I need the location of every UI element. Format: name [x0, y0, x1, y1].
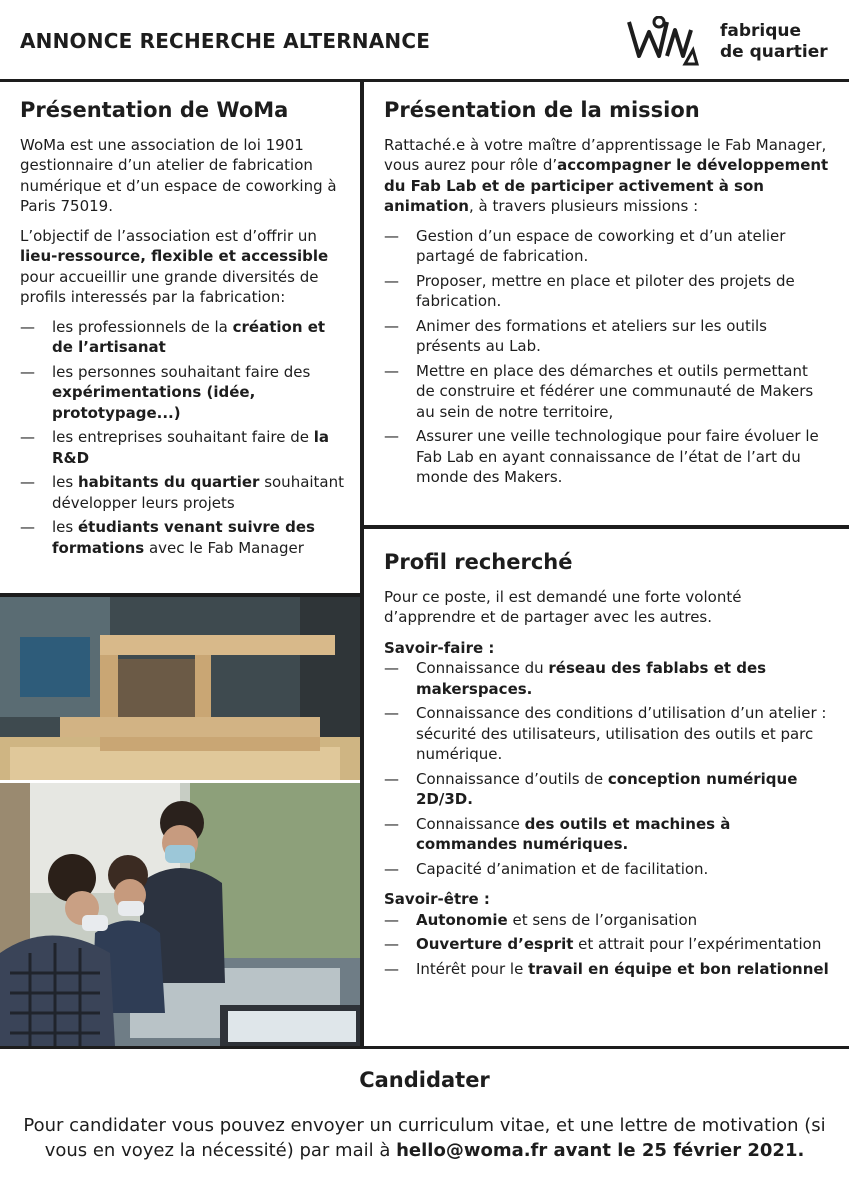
mission-title: Présentation de la mission	[384, 98, 700, 122]
team-photo	[0, 783, 360, 1046]
list-item: — Capacité d’animation et de facilitation.	[384, 859, 829, 880]
mission-section	[384, 100, 829, 492]
woma-logo	[627, 16, 699, 66]
savoir-etre-title: Savoir-être :	[384, 890, 490, 908]
profile-title: Profil recherché	[384, 550, 573, 574]
savoir-faire-list	[384, 658, 829, 879]
mission-list	[384, 226, 829, 488]
list-item: — Assurer une veille technologique pour faire évoluer le Fab Lab en ayant connaissance de l’état de l’art du monde des Makers.	[384, 426, 829, 488]
presentation-section	[20, 100, 350, 562]
apply-text: Pour candidater vous pouvez envoyer un curriculum vitae, et une lettre de motivation (si vous en voyez la nécessité) par mail à hello@woma.fr avant le 25 février 2021.	[23, 1115, 826, 1161]
profile-section	[384, 552, 829, 983]
list-item: — Proposer, mettre en place et piloter des projets de fabrication.	[384, 271, 829, 312]
column-divider	[360, 80, 364, 1048]
list-item: — Connaissance des outils et machines à commandes numériques.	[384, 814, 829, 855]
list-item: — les habitants du quartier souhaitant développer leurs projets	[20, 472, 350, 513]
list-item: — Mettre en place des démarches et outils permettant de construire et fédérer une communauté de Makers au sein de notre territoire,	[384, 361, 829, 423]
bottom-divider	[0, 1046, 849, 1049]
list-item: — Autonomie et sens de l’organisation	[384, 910, 829, 931]
list-item: — Animer des formations et ateliers sur les outils présents au Lab.	[384, 316, 829, 357]
header	[0, 0, 849, 80]
list-item: — les étudiants venant suivre des formations avec le Fab Manager	[20, 517, 350, 558]
presentation-title: Présentation de WoMa	[20, 98, 289, 122]
email-link[interactable]: hello@woma.fr	[396, 1140, 548, 1161]
profile-intro: Pour ce poste, il est demandé une forte volonté d’apprendre et de partager avec les autres.	[384, 587, 742, 626]
tagline	[720, 21, 828, 63]
list-item: — les entreprises souhaitant faire de la R&D	[20, 427, 350, 468]
list-item: — les professionnels de la création et de l’artisanat	[20, 317, 350, 358]
list-item: — Gestion d’un espace de coworking et d’un atelier partagé de fabrication.	[384, 226, 829, 267]
apply-title: Candidater	[359, 1068, 490, 1092]
list-item: — Connaissance des conditions d’utilisation d’un atelier : sécurité des utilisateurs, utilisation des outils et parc numérique.	[384, 703, 829, 765]
list-item: — les personnes souhaitant faire des expérimentations (idée, prototypage...)	[20, 362, 350, 424]
savoir-etre-list	[384, 910, 829, 980]
audience-list	[20, 317, 350, 559]
list-item: — Ouverture d’esprit et attrait pour l’expérimentation	[384, 934, 829, 955]
list-item: — Connaissance du réseau des fablabs et des makerspaces.	[384, 658, 829, 699]
tagline-line-1: fabrique	[720, 21, 802, 41]
presentation-paragraph-1: WoMa est une association de loi 1901 gestionnaire d’un atelier de fabrication numérique et d’un espace de coworking à Paris 75019.	[20, 135, 337, 215]
right-section-divider	[362, 525, 849, 529]
tagline-line-2: de quartier	[720, 42, 828, 62]
savoir-faire-title: Savoir-faire :	[384, 638, 495, 657]
workshop-photo	[0, 597, 360, 780]
list-item: — Connaissance d’outils de conception numérique 2D/3D.	[384, 769, 829, 810]
page-title: ANNONCE RECHERCHE ALTERNANCE	[20, 29, 431, 53]
top-divider	[0, 79, 849, 82]
presentation-paragraph-2: L’objectif de l’association est d’offrir un lieu-ressource, flexible et accessible pour accueillir une grande diversités de profils interessés par la fabrication:	[20, 226, 329, 306]
mission-paragraph: Rattaché.e à votre maître d’apprentissage le Fab Manager, vous aurez pour rôle d’accompagner le développement du Fab Lab et de participer activement à son animation, à travers plusieurs missions :	[384, 135, 829, 215]
list-item: — Intérêt pour le travail en équipe et bon relationnel	[384, 959, 829, 980]
